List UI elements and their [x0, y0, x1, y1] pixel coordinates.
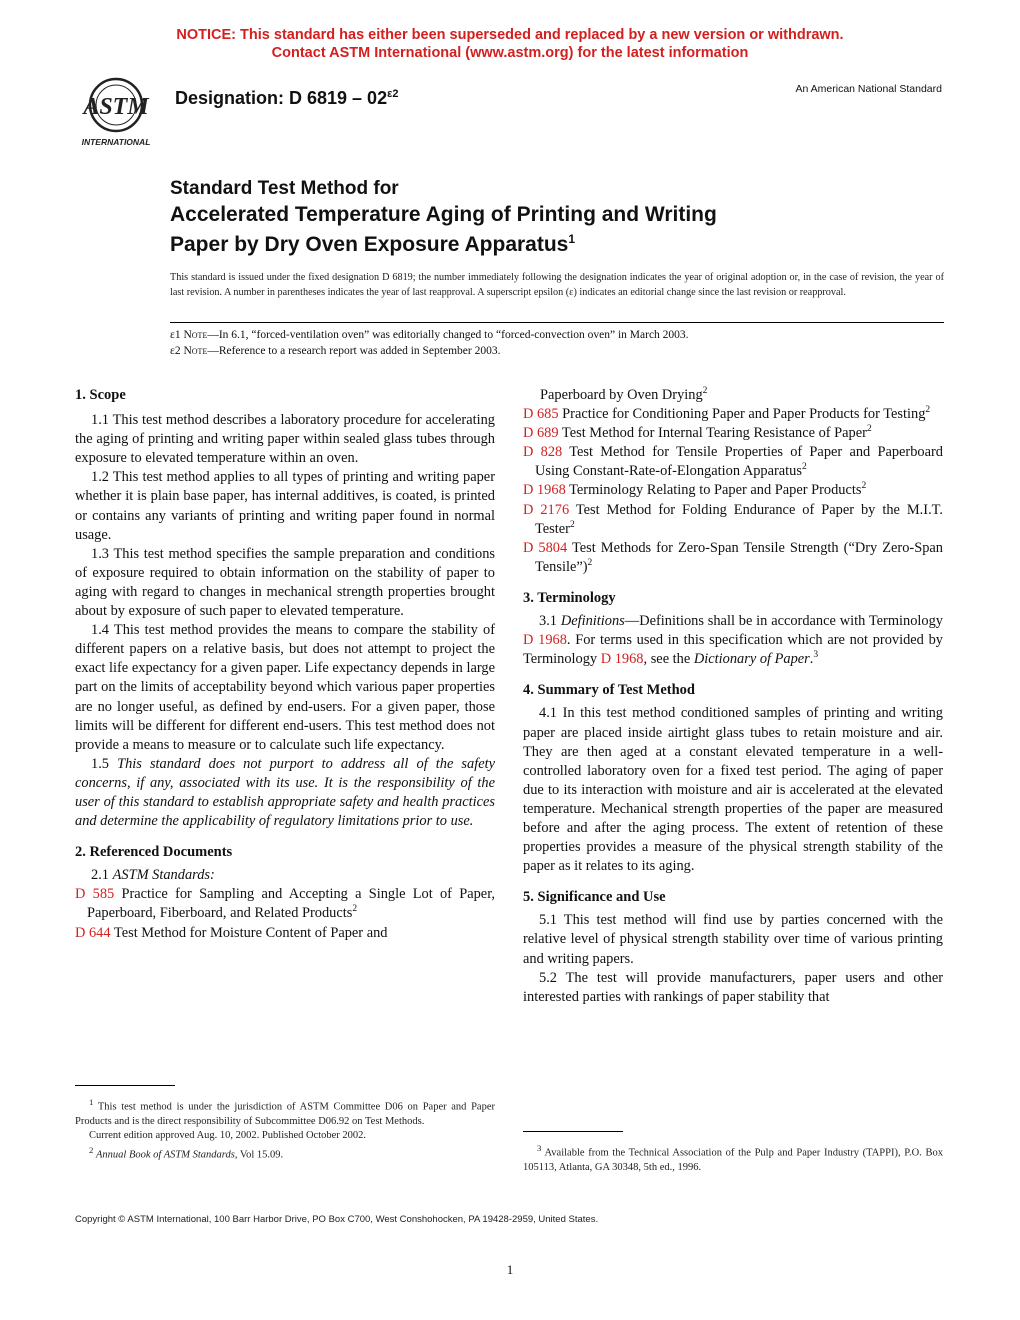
designation-text: Designation: D 6819 – 02 — [175, 88, 388, 108]
footnote-2: $^2$ Annual Book of ASTM Standards, Vol 15.09. — [89, 1144, 284, 1160]
ref-link[interactable]: D 1968 — [600, 651, 644, 668]
note-1 — [170, 328, 944, 344]
ref-d5804: D 5804 Test Methods for Zero-Span Tensile Strength (“Dry Zero-Span Tensile”)$^2$ — [523, 539, 943, 575]
section-4-heading: 4. Summary of Test Method — [523, 682, 695, 699]
footnotes-right — [523, 1141, 943, 1175]
editorial-notes — [170, 328, 944, 359]
footnote-rule-left — [75, 1085, 175, 1086]
para-5-2: 5.2 The test will provide manufacturers, paper users and other interested parties with rankings of paper stability that — [523, 969, 943, 1005]
para-5-1: 5.1 This test method will find use by parties concerned with the relative level of physical strength stability over time of various printing and writing papers. — [523, 912, 943, 967]
note-label: Note — [183, 344, 208, 357]
para-4-1: 4.1 In this test method conditioned samples of printing and writing paper are placed inside airtight glass tubes to retain moisture and air. They are then aged at a constant elevated temperature in a well-controlled laboratory oven for a fixed test period. The aging of paper due to its interaction with moisture and air is accelerated at the elevated temperature. Mechanical strength properties of the paper are measured before and after the aging process. The extent of retention of these properties provides a measure of the physical strength stability of the paper as it relates to its aging. — [523, 705, 943, 875]
section-2-heading: 2. Referenced Documents — [75, 844, 233, 861]
para-1-1: 1.1 This test method describes a laboratory procedure for accelerating the aging of printing and writing paper within sealed glass tubes through exposure to elevated temperature within an oven. — [75, 412, 495, 467]
page-number: 1 — [506, 1262, 514, 1277]
ref-d644-continued: Paperboard by Oven Drying$^2$ — [540, 386, 708, 403]
right-column — [523, 386, 943, 1007]
title-line-1: Standard Test Method for — [170, 178, 399, 199]
issued-statement: This standard is issued under the fixed designation D 6819; the number immediately following the designation indicates the year of original adoption or, in the case of revision, the year of last revision. A number in parentheses indicates the year of last reapproval. A superscript epsilon (ε) indicates an editorial change since the last revision or reapproval. — [170, 272, 944, 298]
footnote-rule-right — [523, 1131, 623, 1132]
para-1-4: 1.4 This test method provides the means to compare the stability of different papers on a relative basis, but does not attempt to project the exact life expectancy for a given paper. Life expectancy depends in large part on the limits of acceptability beyond which various paper properties are no longer useful, as defined by end-users. For a given paper, those limits will be different for different end-users. This test method does not provide a means to measure or to calculate such life expectancy. — [75, 622, 495, 753]
note-text: —In 6.1, “forced-ventilation oven” was editorially changed to “forced-convection oven” in March 2003. — [207, 329, 689, 341]
ref-link[interactable]: D 1968 — [523, 632, 567, 649]
ref-d2176: D 2176 Test Method for Folding Endurance of Paper by the M.I.T. Tester$^2$ — [523, 501, 943, 537]
svg-text:ASTM: ASTM — [83, 94, 149, 120]
note-text: —Reference to a research report was added in September 2003. — [207, 344, 501, 357]
section-3-heading: 3. Terminology — [523, 589, 616, 606]
para-2-1: 2.1 ASTM Standards: — [91, 867, 215, 884]
notice-line-2: Contact ASTM International (www.astm.org) for the latest information — [271, 45, 749, 61]
ref-d685: D 685 Practice for Conditioning Paper and Paper Products for Testing$^2$ — [523, 405, 931, 423]
left-column — [75, 386, 495, 943]
ref-link[interactable]: D 5804 — [523, 539, 568, 556]
footnote-1: $^1$ This test method is under the jurisdiction of ASTM Committee D06 on Paper and Paper Products and is the direct responsibility of Subcommittee D06.92 on Test Methods. — [75, 1097, 496, 1127]
american-national-standard: An American National Standard — [795, 83, 942, 95]
title-line-2: Accelerated Temperature Aging of Printing and Writing — [170, 203, 717, 226]
ref-link[interactable]: D 685 — [523, 406, 559, 423]
ref-d689: D 689 Test Method for Internal Tearing Resistance of Paper$^2$ — [523, 424, 872, 442]
ref-link[interactable]: D 689 — [523, 425, 559, 442]
ref-link[interactable]: D 2176 — [523, 501, 570, 518]
title-line-3 — [170, 227, 870, 257]
title-line-3-text: Paper by Dry Oven Exposure Apparatus — [170, 233, 569, 256]
logo-text: INTERNATIONAL — [81, 137, 151, 147]
ref-d644: D 644 Test Method for Moisture Content of Paper and — [75, 924, 388, 941]
page-title — [170, 176, 870, 257]
para-3-1: 3.1 Definitions—Definitions shall be in accordance with Terminology D 1968. For terms used in this specification which are not provided by Terminology D 1968, see the Dictionary of Paper.$^3$ — [523, 613, 944, 668]
copyright: Copyright © ASTM International, 100 Barr Harbor Drive, PO Box C700, West Conshohocken, PA 19428-2959, United States. — [75, 1214, 599, 1225]
section-1-heading: 1. Scope — [75, 387, 126, 403]
note-mark: ε1 — [170, 329, 181, 341]
footnotes-left — [75, 1095, 495, 1162]
ref-link[interactable]: D 1968 — [523, 482, 566, 499]
ref-link[interactable]: D 828 — [523, 444, 563, 461]
section-5-heading: 5. Significance and Use — [523, 889, 666, 906]
para-1-5: 1.5 This standard does not purport to address all of the safety concerns, if any, associated with its use. It is the responsibility of the user of this standard to establish appropriate safety and health practices and determine the applicability of regulatory limitations prior to use. — [75, 755, 495, 830]
ref-d828: D 828 Test Method for Tensile Properties of Paper and Paperboard Using Constant-Rate-of-Elongation Apparatus$^2$ — [523, 444, 943, 480]
notice-banner — [0, 26, 1020, 62]
para-1-2: 1.2 This test method applies to all types of printing and writing paper whether it is plain base paper, has internal additives, is coated, is printed or contains any variants of printing and writing paper found in normal usage. — [75, 469, 495, 543]
ref-link[interactable]: D 585 — [75, 886, 115, 903]
note-label: Note — [183, 329, 208, 341]
ref-d585: D 585 Practice for Sampling and Accepting a Single Lot of Paper, Paperboard, Fiberboard, and Related Products$^2$ — [75, 886, 496, 922]
designation — [175, 88, 398, 109]
designation-sup: ε2 — [387, 88, 399, 100]
title-sup: 1 — [568, 232, 576, 246]
notice-line-1: NOTICE: This standard has either been superseded and replaced by a new version or withdrawn. — [176, 27, 844, 43]
para-1-3: 1.3 This test method specifies the sample preparation and conditions of exposure required to obtain information on the stability of paper to aging with regard to changes in mechanical strength properties brought about by exposure of such paper to elevated temperature. — [75, 545, 495, 620]
ref-link[interactable]: D 644 — [75, 924, 111, 941]
footnote-1b: Current edition approved Aug. 10, 2002. Published October 2002. — [89, 1129, 367, 1141]
note-2 — [170, 344, 944, 360]
footnote-3: $^3$ Available from the Technical Association of the Pulp and Paper Industry (TAPPI), P.O. Box 105113, Atlanta, GA 30348, 5th ed., 1996. — [523, 1143, 943, 1173]
ref-d1968: D 1968 Terminology Relating to Paper and Paper Products$^2$ — [523, 481, 867, 499]
note-mark: ε2 — [170, 344, 181, 357]
header-rule — [170, 322, 944, 323]
astm-logo — [76, 72, 162, 150]
